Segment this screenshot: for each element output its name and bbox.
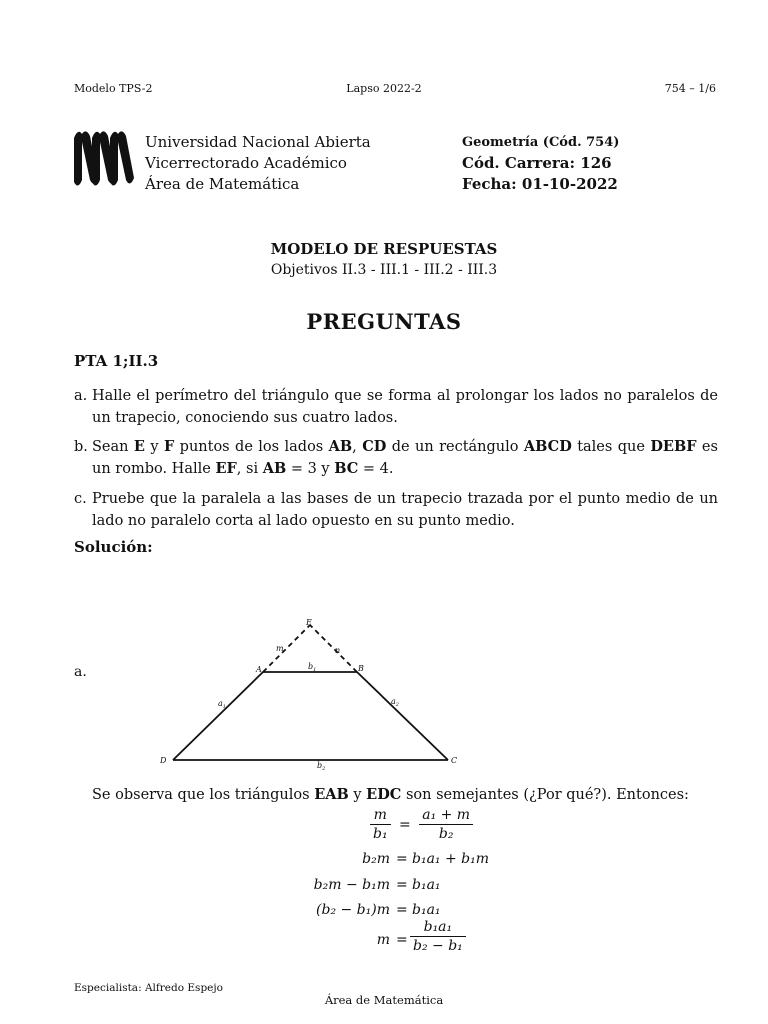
objetivos: Objetivos II.3 - III.1 - III.2 - III.3 bbox=[270, 262, 498, 278]
una-logo-icon bbox=[72, 128, 136, 190]
question-label: c. bbox=[74, 491, 87, 507]
label-c: C bbox=[451, 756, 458, 765]
question-text: Sean E y F puntos de los lados AB, CD de un rectángulo ABCD tales que DEBF es un rombo. Halle EF, si AB = 3 y BC = 4. bbox=[92, 438, 718, 477]
institution-vicerrectorado: Vicerrectorado Académico bbox=[145, 154, 347, 172]
equations-block: $\frac{m}{\text{b₁}}$ = $\frac{\text{a₁ + m}}{\text{b₂}}$ b₂m = b₁a₁ + b₁m b₂m − b₁m = b₁a₁ (b₂ − b₁)m = b₁a₁ m = $\frac{\text{b₁a₁}}{\text{b₂ − b₁}}$ bbox=[313, 807, 490, 954]
label-b1: $b_1$ bbox=[308, 662, 317, 673]
question-c bbox=[74, 488, 718, 532]
segment-ad bbox=[173, 672, 263, 760]
segment-bc bbox=[357, 672, 448, 760]
label-b: B bbox=[358, 664, 364, 673]
pta-title: PTA 1;II.3 bbox=[74, 352, 159, 370]
course-block bbox=[462, 132, 619, 195]
question-label: b. bbox=[74, 439, 88, 455]
solution-label: Solución: bbox=[74, 538, 153, 556]
modelo-title: MODELO DE RESPUESTAS bbox=[270, 240, 498, 258]
label-a2: $a_2$ bbox=[391, 697, 399, 708]
footer-center: Área de Matemática bbox=[324, 993, 444, 1007]
institution-area: Área de Matemática bbox=[145, 175, 300, 193]
part-label: a. bbox=[74, 664, 87, 680]
segment-ea bbox=[263, 625, 310, 672]
question-text: Pruebe que la paralela a las bases de un trapecio trazada por el punto medio de un lado no paralelo corta al lado opuesto en su punto medio. bbox=[92, 491, 718, 529]
explanation: Se observa que los triángulos EAB y EDC son semejantes (¿Por qué?). Entonces: bbox=[92, 786, 689, 803]
question-b bbox=[74, 436, 718, 480]
label-b2: $b_2$ bbox=[317, 761, 326, 772]
course-date: Fecha: 01-10-2022 bbox=[462, 175, 618, 193]
trapezoid-figure bbox=[150, 612, 470, 774]
course-carrera: Cód. Carrera: 126 bbox=[462, 154, 612, 172]
equation-1: $\frac{m}{\text{b₁}}$ = $\frac{\text{a₁ + m}}{\text{b₂}}$ bbox=[370, 806, 473, 843]
segment-eb bbox=[310, 625, 357, 672]
institution-block bbox=[145, 132, 371, 195]
header-center: Lapso 2022-2 bbox=[346, 82, 422, 95]
label-a1: $a_1$ bbox=[218, 699, 226, 710]
label-n: n bbox=[335, 646, 341, 655]
footer-specialist: Especialista: Alfredo Espejo bbox=[74, 982, 223, 994]
label-a: A bbox=[256, 665, 262, 674]
section-title: PREGUNTAS bbox=[306, 309, 462, 334]
header-left: Modelo TPS-2 bbox=[74, 82, 153, 95]
label-e: E bbox=[306, 618, 312, 627]
institution-name: Universidad Nacional Abierta bbox=[145, 133, 371, 151]
question-label: a. bbox=[74, 388, 88, 404]
question-a bbox=[74, 385, 718, 429]
label-d: D bbox=[160, 756, 167, 765]
label-m: m bbox=[276, 644, 284, 653]
header-right: 754 – 1/6 bbox=[664, 82, 716, 95]
question-text: Halle el perímetro del triángulo que se forma al prolongar los lados no paralelos de un trapecio, conociendo sus cuatro lados. bbox=[92, 388, 718, 426]
course-name: Geometría (Cód. 754) bbox=[462, 135, 620, 150]
